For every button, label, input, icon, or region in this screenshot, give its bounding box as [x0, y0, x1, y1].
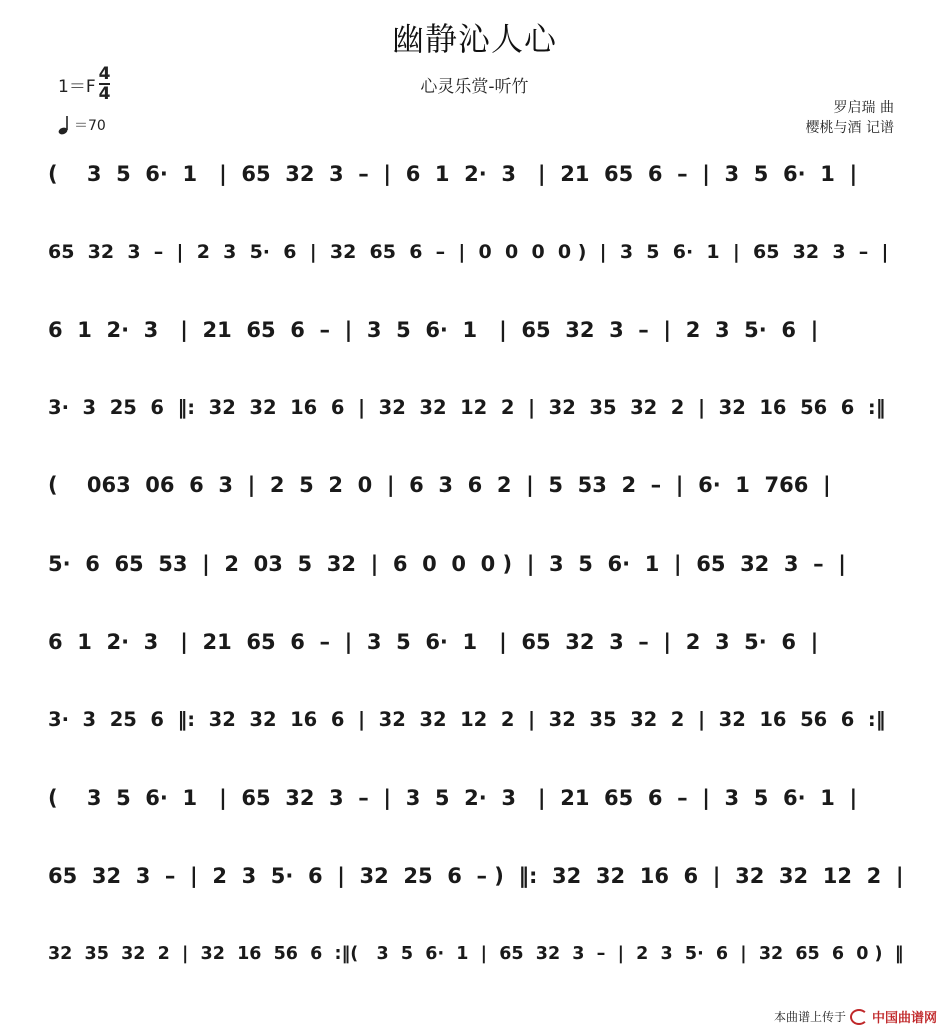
- notation-line-2: [48, 227, 906, 277]
- notation-line-8: [48, 694, 906, 744]
- notation-text: ( 3 5 6· 1 | 65 32 3 – | 3 5 2· 3 | 21 65 6 – | 3 5 6· 1 |: [48, 786, 858, 810]
- tempo-value: ＝70: [74, 118, 106, 134]
- key-signature: [58, 66, 110, 102]
- tempo-marking: [58, 115, 106, 135]
- notation-text: 65 32 3 – | 2 3 5· 6 | 32 65 6 – | 0 0 0 0 ) | 3 5 6· 1 | 65 32 3 – |: [48, 241, 889, 263]
- notation-line-4: [48, 382, 906, 432]
- footer-credit: [774, 1007, 937, 1026]
- notation-line-7: [48, 617, 906, 667]
- notation-text: ( 063 06 6 3 | 2 5 2 0 | 6 3 6 2 | 5 53 2 – | 6· 1 766 |: [48, 473, 831, 497]
- notation-line-5: [48, 460, 906, 510]
- footer-upload-text: 本曲谱上传于: [773, 1010, 846, 1024]
- site-logo-icon: [850, 1009, 868, 1025]
- time-signature: [99, 66, 111, 102]
- score-title: 幽静沁人心: [391, 20, 557, 58]
- notation-line-9: [48, 773, 906, 823]
- notation-text: 3· 3 25 6 ‖: 32 32 16 6 | 32 32 12 2 | 32 35 32 2 | 32 16 56 6 :‖: [48, 707, 886, 731]
- notation-line-10: [48, 851, 906, 901]
- notation-line-6: [48, 539, 906, 589]
- notation-line-11: [48, 929, 906, 979]
- notation-line-3: [48, 305, 906, 355]
- notation-text: 32 35 32 2 | 32 16 56 6 :‖( 3 5 6· 1 | 65 32 3 – | 2 3 5· 6 | 32 65 6 0 ) ‖: [48, 944, 904, 964]
- notation-text: 3· 3 25 6 ‖: 32 32 16 6 | 32 32 12 2 | 32 35 32 2 | 32 16 56 6 :‖: [48, 395, 886, 419]
- key-label: 1＝F: [58, 76, 96, 97]
- time-signature-bottom: 4: [98, 84, 111, 104]
- notation-text: 6 1 2· 3 | 21 65 6 – | 3 5 6· 1 | 65 32 3 – | 2 3 5· 6 |: [48, 630, 819, 654]
- notation-text: 6 1 2· 3 | 21 65 6 – | 3 5 6· 1 | 65 32 3 – | 2 3 5· 6 |: [48, 318, 819, 342]
- footer-site-name[interactable]: 中国曲谱网: [871, 1011, 937, 1026]
- quarter-note-icon: [58, 115, 72, 135]
- time-signature-top: 4: [98, 64, 111, 84]
- notation-text: ( 3 5 6· 1 | 65 32 3 – | 6 1 2· 3 | 21 65 6 – | 3 5 6· 1 |: [48, 162, 858, 186]
- notation-text: 5· 6 65 53 | 2 03 5 32 | 6 0 0 0 ) | 3 5 6· 1 | 65 32 3 – |: [48, 552, 846, 576]
- notation-text: 65 32 3 – | 2 3 5· 6 | 32 25 6 – ) ‖: 32 32 16 6 | 32 32 12 2 |: [48, 864, 904, 888]
- transcriber-credit: 樱桃与酒 记谱: [805, 120, 894, 136]
- composer-credit: 罗启瑞 曲: [833, 100, 894, 116]
- score-subtitle: 心灵乐赏-听竹: [420, 77, 529, 97]
- notation-line-1: [48, 149, 906, 199]
